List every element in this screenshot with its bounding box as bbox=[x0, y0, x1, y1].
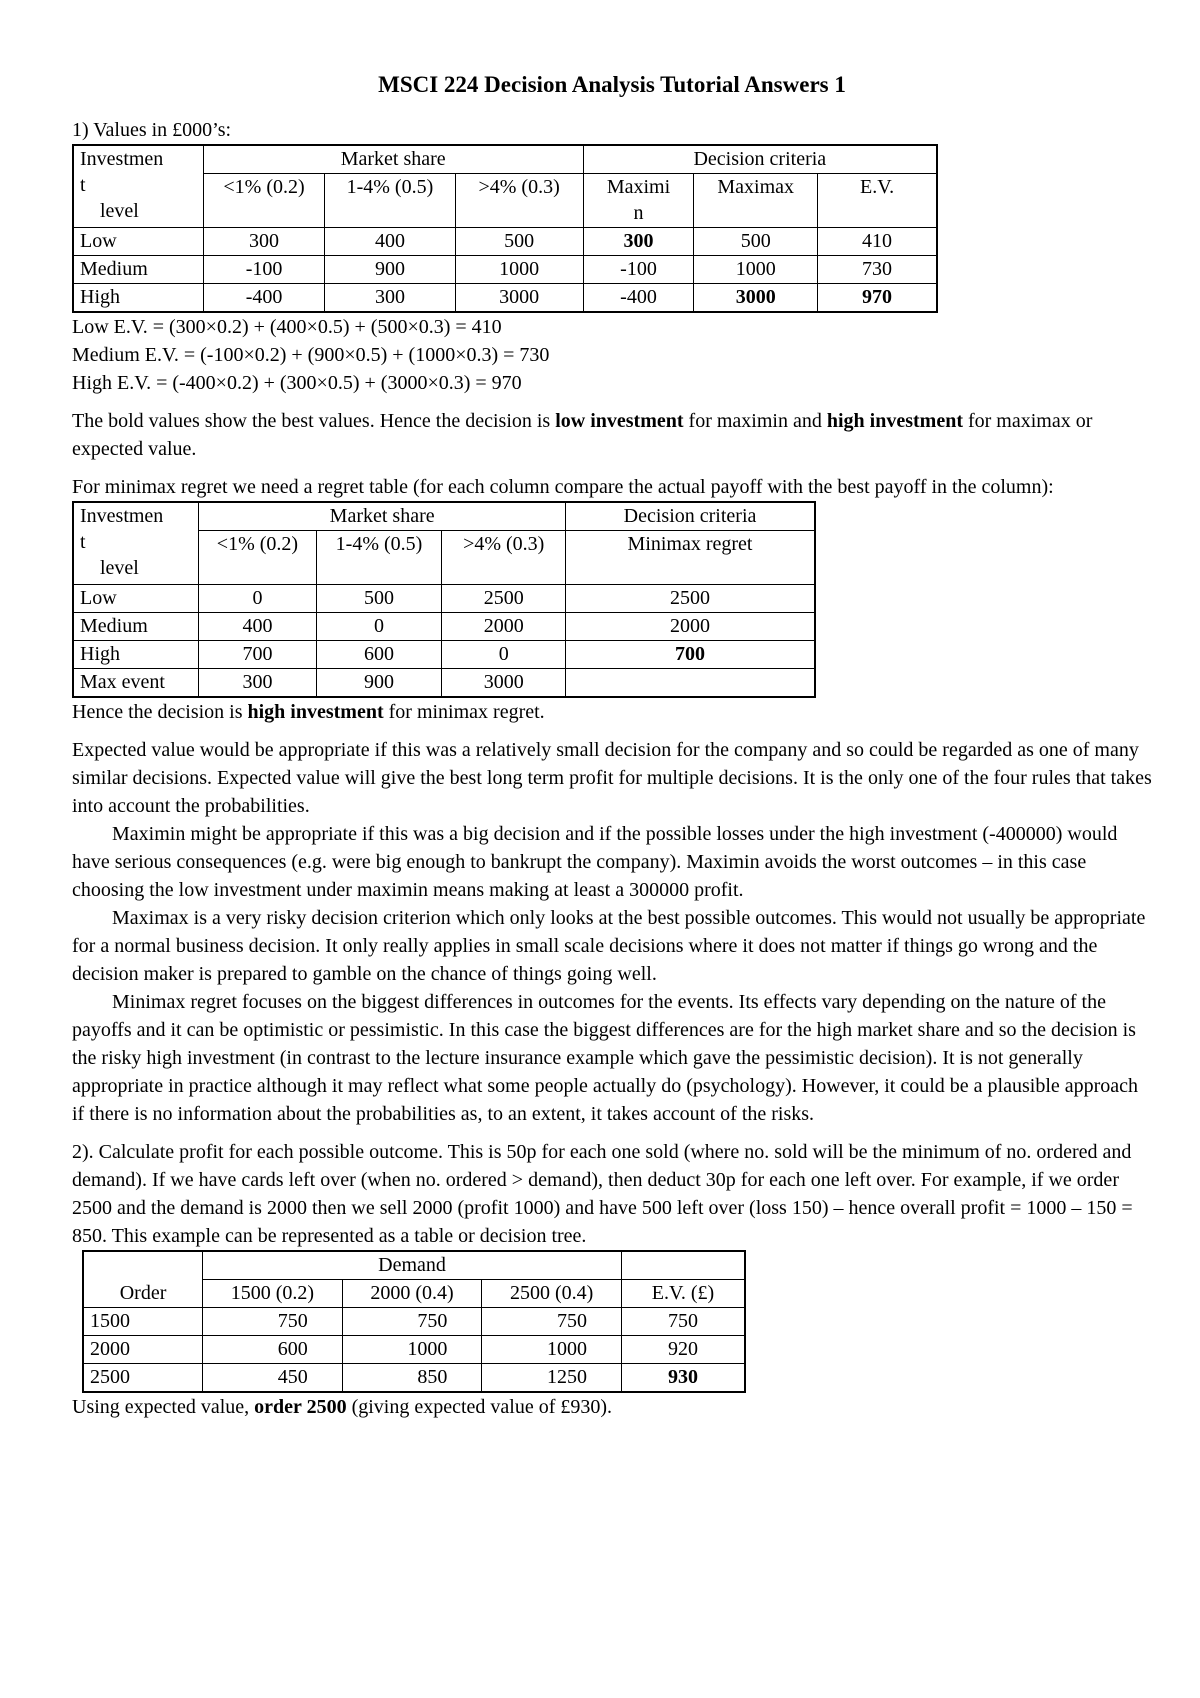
header-ev: E.V. bbox=[818, 174, 937, 228]
header-order: Order bbox=[83, 1251, 203, 1308]
header-decision-criteria: Decision criteria bbox=[566, 502, 815, 531]
table-row: 1500 750 750 750 750 bbox=[83, 1308, 745, 1336]
header-demand: Demand bbox=[203, 1251, 622, 1280]
para-expected-value: Expected value would be appropriate if this was a relatively small decision for the company and so could be regarded as one of many similar decisions. Expected value will give the best long term profit for multiple decisions. It is the only one of the four rules that takes into account the probabilities. bbox=[72, 739, 1152, 817]
table-row: Max event 300 900 3000 bbox=[73, 669, 815, 698]
table-row: High -400 300 3000 -400 3000 970 bbox=[73, 284, 937, 313]
header-share-high: >4% (0.3) bbox=[455, 174, 583, 228]
document-page bbox=[72, 70, 1152, 1421]
table-row: Medium 400 0 2000 2000 bbox=[73, 613, 815, 641]
header-demand-2000: 2000 (0.4) bbox=[342, 1280, 482, 1308]
ev-low-calc: Low E.V. = (300×0.2) + (400×0.5) + (500×0.3) = 410 bbox=[72, 316, 502, 338]
header-ev-pounds: E.V. (£) bbox=[621, 1280, 745, 1308]
header-investment-level: Investmen t level bbox=[73, 502, 199, 585]
header-minimax-regret: Minimax regret bbox=[566, 531, 815, 585]
table-row: Medium -100 900 1000 -100 1000 730 bbox=[73, 256, 937, 284]
table-row: Low 0 500 2500 2500 bbox=[73, 585, 815, 613]
header-share-low: <1% (0.2) bbox=[199, 531, 316, 585]
header-demand-1500: 1500 (0.2) bbox=[203, 1280, 343, 1308]
table-row: Low 300 400 500 300 500 410 bbox=[73, 228, 937, 256]
ev-high-calc: High E.V. = (-400×0.2) + (300×0.5) + (3000×0.3) = 970 bbox=[72, 372, 522, 394]
page-title: MSCI 224 Decision Analysis Tutorial Answers 1 bbox=[378, 72, 846, 97]
header-share-low: <1% (0.2) bbox=[203, 174, 325, 228]
header-demand-2500: 2500 (0.4) bbox=[482, 1280, 622, 1308]
para-maximax: Maximax is a very risky decision criterion which only looks at the best possible outcomes. This would not usually be appropriate for a normal business decision. It only really applies in small scale decisions where it does not matter if things go wrong and the decision maker is prepared to gamble on the chance of things going well. bbox=[72, 907, 1146, 985]
header-market-share: Market share bbox=[199, 502, 566, 531]
header-maximax: Maximax bbox=[694, 174, 818, 228]
regret-conclusion: Hence the decision is high investment for minimax regret. bbox=[72, 701, 545, 723]
ev-medium-calc: Medium E.V. = (-100×0.2) + (900×0.5) + (1000×0.3) = 730 bbox=[72, 344, 550, 366]
payoff-table bbox=[72, 144, 938, 313]
header-blank bbox=[621, 1251, 745, 1280]
demand-table bbox=[82, 1250, 746, 1393]
header-maximin: Maximi n bbox=[583, 174, 694, 228]
best-values-text: The bold values show the best values. Hence the decision is low investment for maximin and high investment for maximax or expected value. bbox=[72, 410, 1093, 460]
table-row: 2000 600 1000 1000 920 bbox=[83, 1336, 745, 1364]
regret-intro: For minimax regret we need a regret table (for each column compare the actual payoff with the best payoff in the column): bbox=[72, 476, 1054, 498]
para-maximin: Maximin might be appropriate if this was a big decision and if the possible losses under the high investment (-400000) would have serious consequences (e.g. were big enough to bankrupt the company). Maximin avoids the worst outcomes – in this case choosing the low investment under maximin means making at least a 300000 profit. bbox=[72, 823, 1118, 901]
header-decision-criteria: Decision criteria bbox=[583, 145, 937, 174]
regret-table bbox=[72, 501, 816, 698]
header-share-high: >4% (0.3) bbox=[442, 531, 566, 585]
q1-intro: 1) Values in £000’s: bbox=[72, 119, 232, 141]
table-row: High 700 600 0 700 bbox=[73, 641, 815, 669]
header-share-mid: 1-4% (0.5) bbox=[325, 174, 455, 228]
q2-intro: 2). Calculate profit for each possible outcome. This is 50p for each one sold (where no. sold will be the minimum of no. ordered and demand). If we have cards left over (when no. ordered > demand), then deduct 30p for each one left over. For example, if we order 2500 and the demand is 2000 then we sell 2000 (profit 1000) and have 500 left over (loss 150) – hence overall profit = 1000 – 150 = 850. This example can be represented as a table or decision tree. bbox=[72, 1141, 1133, 1247]
header-share-mid: 1-4% (0.5) bbox=[316, 531, 442, 585]
para-minimax-regret: Minimax regret focuses on the biggest differences in outcomes for the events. Its effects vary depending on the nature of the payoffs and it can be optimistic or pessimistic. In this case the biggest differences are for the high market share and so the decision is the risky high investment (in contrast to the lecture insurance example which gave the pessimistic decision). It is not generally appropriate in practice although it may reflect what some people actually do (psychology). However, it could be a plausible approach if there is no information about the probabilities as, to an extent, it takes account of the risks. bbox=[72, 991, 1139, 1125]
header-investment-level: Investmen t level bbox=[73, 145, 203, 228]
table-row: 2500 450 850 1250 930 bbox=[83, 1364, 745, 1393]
header-market-share: Market share bbox=[203, 145, 583, 174]
final-conclusion: Using expected value, order 2500 (giving expected value of £930). bbox=[72, 1396, 613, 1418]
